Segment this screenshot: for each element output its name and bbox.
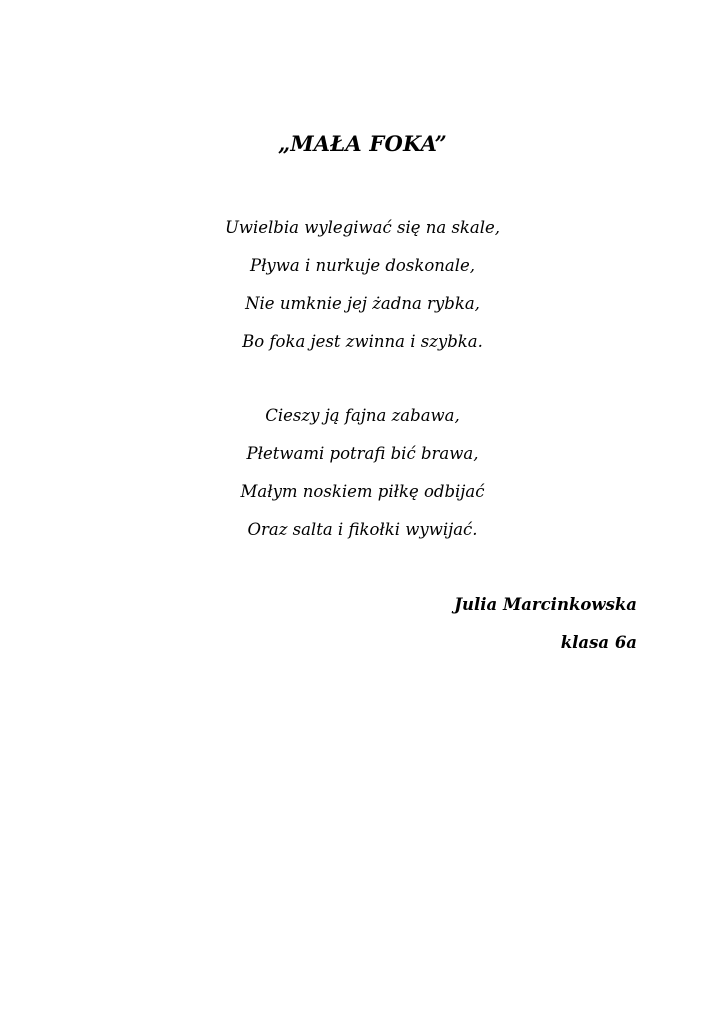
verse-line: Bo foka jest zwinna i szybka. xyxy=(242,332,483,351)
author-name: Julia Marcinkowska xyxy=(454,595,637,614)
verse-line: Pływa i nurkuje doskonale, xyxy=(249,256,476,275)
author-signature xyxy=(454,593,637,669)
author-class: klasa 6a xyxy=(560,633,637,652)
verse-line: Uwielbia wylegiwać się na skale, xyxy=(224,218,501,237)
poem-title: „MAŁA FOKA” xyxy=(278,131,447,156)
verse-line: Płetwami potrafi bić brawa, xyxy=(246,444,479,463)
verse-line: Cieszy ją fajna zabawa, xyxy=(265,406,460,425)
stanza-2 xyxy=(0,404,725,556)
verse-line: Oraz salta i fikołki wywijać. xyxy=(247,520,478,539)
verse-line: Małym noskiem piłkę odbijać xyxy=(240,482,485,501)
stanza-1 xyxy=(0,216,725,368)
verse-line: Nie umknie jej żadna rybka, xyxy=(245,294,480,313)
